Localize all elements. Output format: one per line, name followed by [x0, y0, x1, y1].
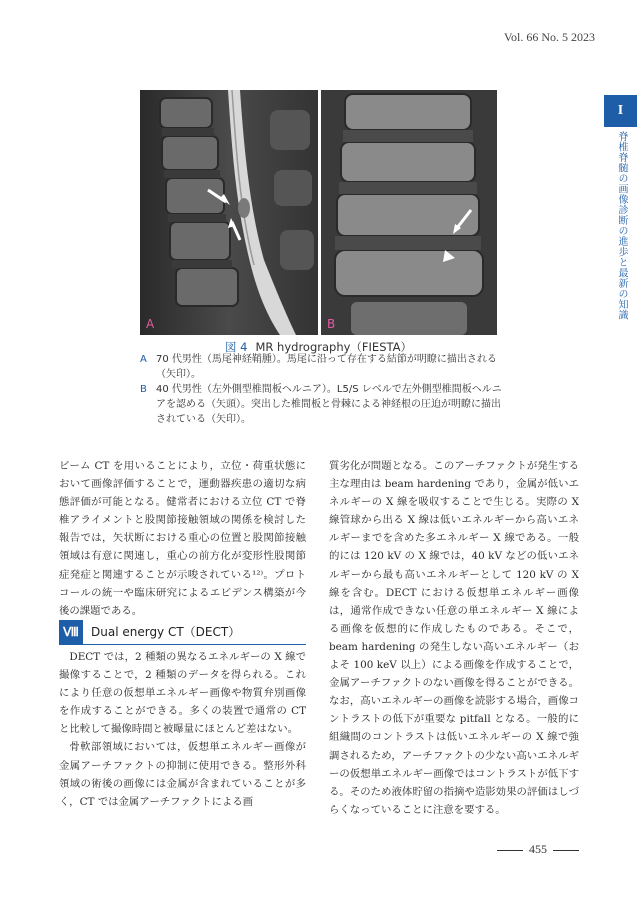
panel-b-label: B [327, 317, 336, 331]
mri-sagittal-image [140, 90, 318, 335]
section-tab: I [604, 95, 637, 127]
body-paragraph: 骨軟部領域においては，仮想単エネルギー画像が金属アーチファクトの抑制に使用できる。整形外科領域の術後の画像には金属が含まれていることが多く，CT では金属アーチファクトによる画 [59, 741, 306, 808]
left-column-bottom [59, 648, 306, 811]
body-paragraph: 質劣化が問題となる。このアーチファクトが発生する主な理由は beam hardening であり，金属が低いエネルギーの X 線を吸収することで生じる。実際の X 線管球から出る X 線は低いエネルギーから高いエネルギーまでを含めた多エネルギー X 線である。一般的には 120 kV の X 線では，40 kV などの低いエネルギーから最も高いエネルギーとして 120 kV の X 線を含む。DECT における仮想単エネルギー画像は，通常作成できない任意の単エネルギー X 線による画像を仮想的に作成したものである。そこで，beam hardening の発生しない高いエネルギー（およそ 100 keV 以上）による画像を作成することで，金属アーチファクトのない画像を得ることができる。なお，高いエネルギーの画像を読影する場合，画像コントラストの低下が重要な pitfall となる。一般的に組織間のコントラストは低いエネルギーの X 線で強調されるため，アーチファクトの少ない高いエネルギーの仮想単エネルギー画像ではコントラストが低下する。そのため液体貯留の指摘や造影効果の評価はしづらくなっていることに注意を要する。 [329, 460, 579, 816]
page-footer [491, 842, 585, 857]
mri-panel-b [321, 90, 497, 335]
caption-a-label: A [140, 354, 147, 365]
caption-a [140, 352, 510, 382]
panel-a-label: A [146, 317, 155, 331]
journal-volume: Vol. 66 No. 5 2023 [503, 30, 595, 44]
caption-b [140, 382, 510, 427]
right-column [329, 457, 579, 819]
section-side-title: 脊椎脊髄の画像診断の進歩と最新の知識 [616, 131, 627, 320]
figure-title-text: MR hydrography（FIESTA） [255, 340, 412, 354]
figure-4 [140, 90, 497, 335]
caption-b-label: B [140, 384, 147, 395]
section-heading [59, 620, 306, 645]
section-number-badge: Ⅷ [59, 620, 83, 644]
figure-number: 図 4 [225, 340, 248, 354]
mri-panel-a [140, 90, 318, 335]
caption-b-text: 40 代男性（左外側型椎間板ヘルニア）。L5/S レベルで左外側型椎間板ヘルニアを認める（矢頭）。突出した椎間板と骨棘による神経根の圧迫が明瞭に描出されている（矢印）。 [156, 384, 502, 425]
left-column-top [59, 457, 306, 620]
mri-coronal-image [321, 90, 497, 335]
section-title: Dual energy CT（DECT） [91, 625, 241, 639]
footer-dash [497, 850, 523, 851]
page-number: 455 [529, 842, 547, 856]
body-paragraph: ビーム CT を用いることにより，立位・荷重状態において画像評価することで，運動器疾患の適切な病態評価が可能となる。健常者における立位 CT で脊椎アライメントと股関節接触領域の関係を検討した報告では，矢状断における重心の位置と股関節接触領域は有意に関連し，重心の前方化が変形性股関節症発症と関連することが示唆されている¹²⁾。プロトコールの統一や臨床研究によるエビデンス構築が今後の課題である。 [59, 460, 306, 617]
body-paragraph: DECT では，2 種類の異なるエネルギーの X 線で撮像することで，2 種類のデータを得られる。これにより任意の仮想単エネルギー画像や物質弁別画像を作成することができる。多くの装置で通常の CT と比較して撮像時間と被曝量にほとんど差はない。 [59, 651, 306, 736]
footer-dash [553, 850, 579, 851]
caption-a-text: 70 代男性（馬尾神経鞘腫）。馬尾に沿って存在する結節が明瞭に描出される（矢印）。 [156, 354, 497, 380]
